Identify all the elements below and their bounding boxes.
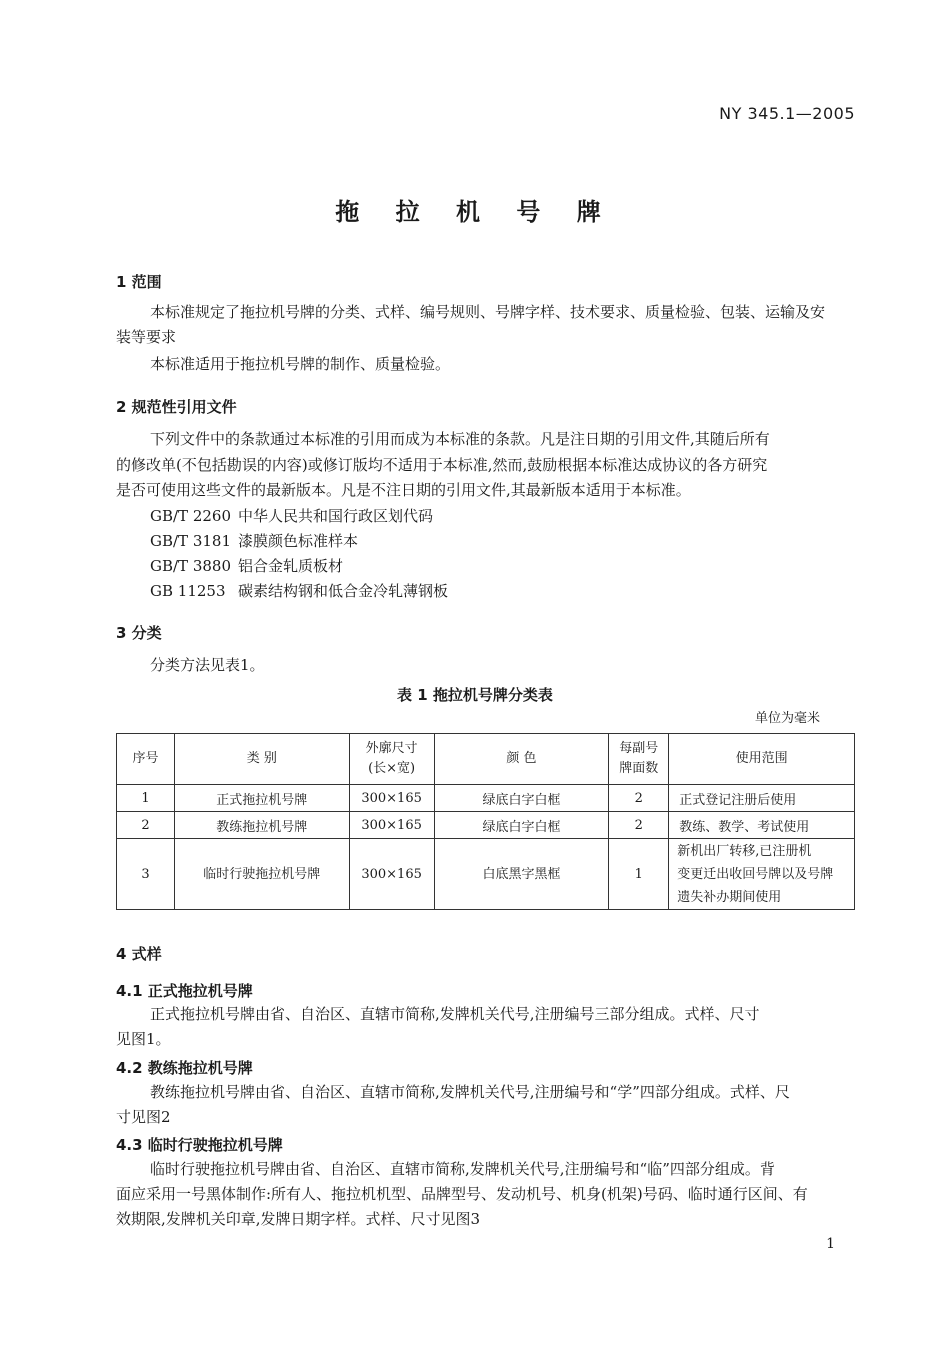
cell-category: 教练拖拉机号牌 [174,812,349,839]
ref-title: 中华人民共和国行政区划代码 [238,507,434,525]
cell-usage-line1: 新机出厂转移,已注册机 [677,843,812,859]
ref-title: 漆膜颜色标准样本 [238,532,359,550]
section-2-heading: 2 规范性引用文件 [116,398,237,416]
col-header-color: 颜 色 [434,734,609,785]
col-header-category: 类 别 [174,734,349,785]
cell-seq: 3 [117,839,175,910]
cell-usage-line2: 变更迁出收回号牌以及号牌 [677,866,834,882]
table-row [117,812,855,839]
col-header-seq: 序号 [117,734,175,785]
table-row [117,785,855,812]
ref-item [150,555,343,576]
page-number: 1 [826,1236,835,1252]
normative-para-line1: 下列文件中的条款通过本标准的引用而成为本标准的条款。凡是注日期的引用文件,其随后所有 [150,430,770,448]
cell-color: 绿底白字白框 [434,785,609,812]
s41-line2: 见图1。 [116,1030,171,1048]
cell-size: 300×165 [349,839,434,910]
cell-category: 正式拖拉机号牌 [174,785,349,812]
cell-size: 300×165 [349,812,434,839]
ref-code: GB/T 2260 [150,507,232,525]
col-header-faces-line1: 每副号 [619,741,659,756]
table-row [117,839,855,910]
scope-para-line2: 装等要求 [116,328,177,346]
cell-category: 临时行驶拖拉机号牌 [174,839,349,910]
cell-usage [669,839,855,910]
cell-faces: 2 [609,785,669,812]
cell-color: 绿底白字白框 [434,812,609,839]
s42-line1: 教练拖拉机号牌由省、自治区、直辖市简称,发牌机关代号,注册编号和“学”四部分组成。式样、尺 [150,1083,790,1101]
section-4-2-heading: 4.2 教练拖拉机号牌 [116,1059,253,1077]
cell-faces: 2 [609,812,669,839]
table-unit-note: 单位为毫米 [754,711,820,726]
col-header-size [349,734,434,785]
col-header-size-line1: 外廓尺寸 [365,741,418,756]
normative-para-line3: 是否可使用这些文件的最新版本。凡是不注日期的引用文件,其最新版本适用于本标准。 [116,481,691,499]
ref-code: GB/T 3880 [150,557,232,575]
s43-line2: 面应采用一号黑体制作:所有人、拖拉机机型、品牌型号、发动机号、机身(机架)号码、临时通行区间、有 [116,1185,808,1203]
ref-item [150,505,433,526]
col-header-faces-line2: 牌面数 [619,761,659,776]
s42-line2: 寸见图2 [116,1108,171,1126]
ref-item [150,530,358,551]
cell-usage-line3: 遗失补办期间使用 [677,889,782,905]
section-4-1-heading: 4.1 正式拖拉机号牌 [116,982,253,1000]
document-title: 拖 拉 机 号 牌 [335,198,615,226]
section-4-heading: 4 式样 [116,945,162,963]
ref-title: 铝合金轧质板材 [238,557,344,575]
cell-faces: 1 [609,839,669,910]
col-header-usage: 使用范围 [669,734,855,785]
s43-line1: 临时行驶拖拉机号牌由省、自治区、直辖市简称,发牌机关代号,注册编号和“临”四部分组成。背 [150,1160,775,1178]
s41-line1: 正式拖拉机号牌由省、自治区、直辖市简称,发牌机关代号,注册编号三部分组成。式样、尺寸 [150,1005,760,1023]
scope-para-line1: 本标准规定了拖拉机号牌的分类、式样、编号规则、号牌字样、技术要求、质量检验、包装、运输及安 [150,303,826,321]
table-header-row [117,734,855,785]
standard-code: NY 345.1—2005 [719,104,855,123]
cell-usage: 正式登记注册后使用 [669,785,855,812]
cell-seq: 2 [117,812,175,839]
scope-para2: 本标准适用于拖拉机号牌的制作、质量检验。 [150,355,451,373]
ref-code: GB 11253 [150,582,226,600]
cell-usage: 教练、教学、考试使用 [669,812,855,839]
cell-seq: 1 [117,785,175,812]
col-header-faces [609,734,669,785]
section-1-heading: 1 范围 [116,273,162,291]
s43-line3: 效期限,发牌机关印章,发牌日期字样。式样、尺寸见图3 [116,1210,481,1228]
section-4-3-heading: 4.3 临时行驶拖拉机号牌 [116,1136,283,1154]
ref-item [150,580,448,601]
cell-color: 白底黑字黑框 [434,839,609,910]
col-header-size-line2: (长×宽) [368,761,416,776]
classification-table [116,733,855,910]
normative-para-line2: 的修改单(不包括勘误的内容)或修订版均不适用于本标准,然而,鼓励根据本标准达成协议的各方研究 [116,456,768,474]
classification-para: 分类方法见表1。 [150,656,265,674]
cell-size: 300×165 [349,785,434,812]
ref-title: 碳素结构钢和低合金冷轧薄钢板 [238,582,449,600]
ref-code: GB/T 3181 [150,532,232,550]
section-3-heading: 3 分类 [116,624,162,642]
table-caption: 表 1 拖拉机号牌分类表 [397,686,553,704]
